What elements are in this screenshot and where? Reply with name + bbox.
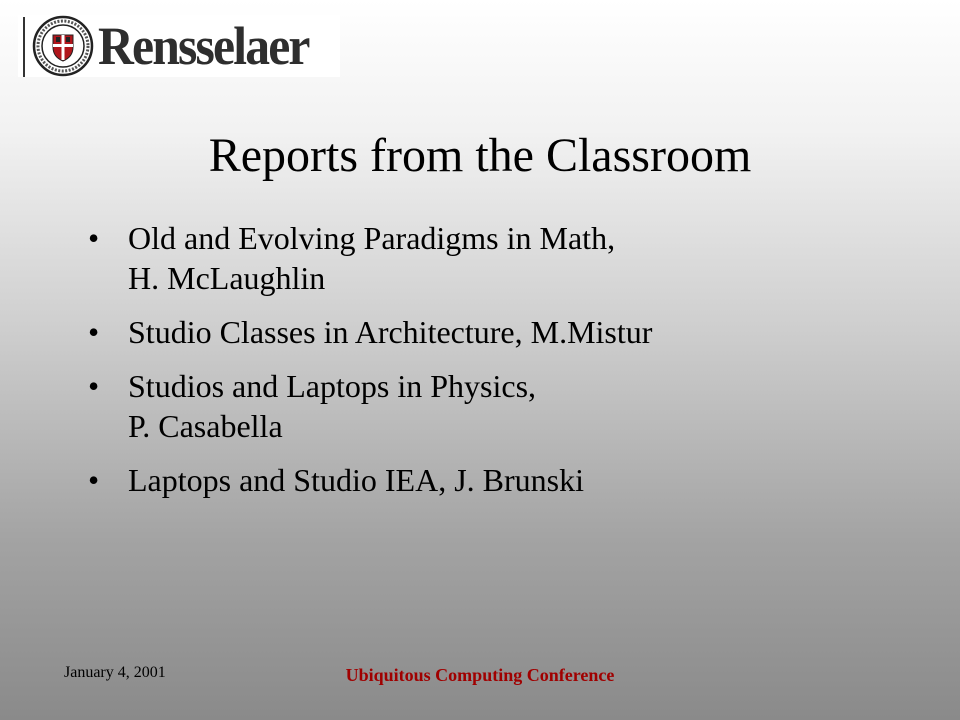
slide-title: Reports from the Classroom — [208, 129, 752, 182]
bullet-text-line: H. McLaughlin — [128, 260, 326, 296]
footer-date: January 4, 2001 — [64, 664, 166, 681]
bullet-marker: • — [88, 368, 100, 404]
rensselaer-logo — [18, 15, 340, 77]
bullet-marker: • — [88, 314, 100, 350]
bullet-text-line: Old and Evolving Paradigms in Math, — [128, 220, 616, 256]
logo-divider — [23, 17, 25, 77]
bullet-text-line: P. Casabella — [128, 408, 283, 444]
bullet-item — [88, 312, 908, 352]
bullet-text-line: Studio Classes in Architecture, M.Mistur — [128, 314, 653, 350]
bullet-item — [88, 366, 908, 446]
bullet-list — [88, 218, 908, 514]
bullet-item — [88, 460, 908, 500]
bullet-text-line: Studios and Laptops in Physics, — [128, 368, 537, 404]
bullet-text-line: Laptops and Studio IEA, J. Brunski — [128, 462, 584, 498]
footer-conference-name: Ubiquitous Computing Conference — [345, 665, 615, 685]
bullet-marker: • — [88, 220, 100, 256]
bullet-marker: • — [88, 462, 100, 498]
logo-wordmark: Rensselaer — [98, 16, 309, 76]
seal-icon — [32, 15, 94, 77]
bullet-item — [88, 218, 908, 298]
